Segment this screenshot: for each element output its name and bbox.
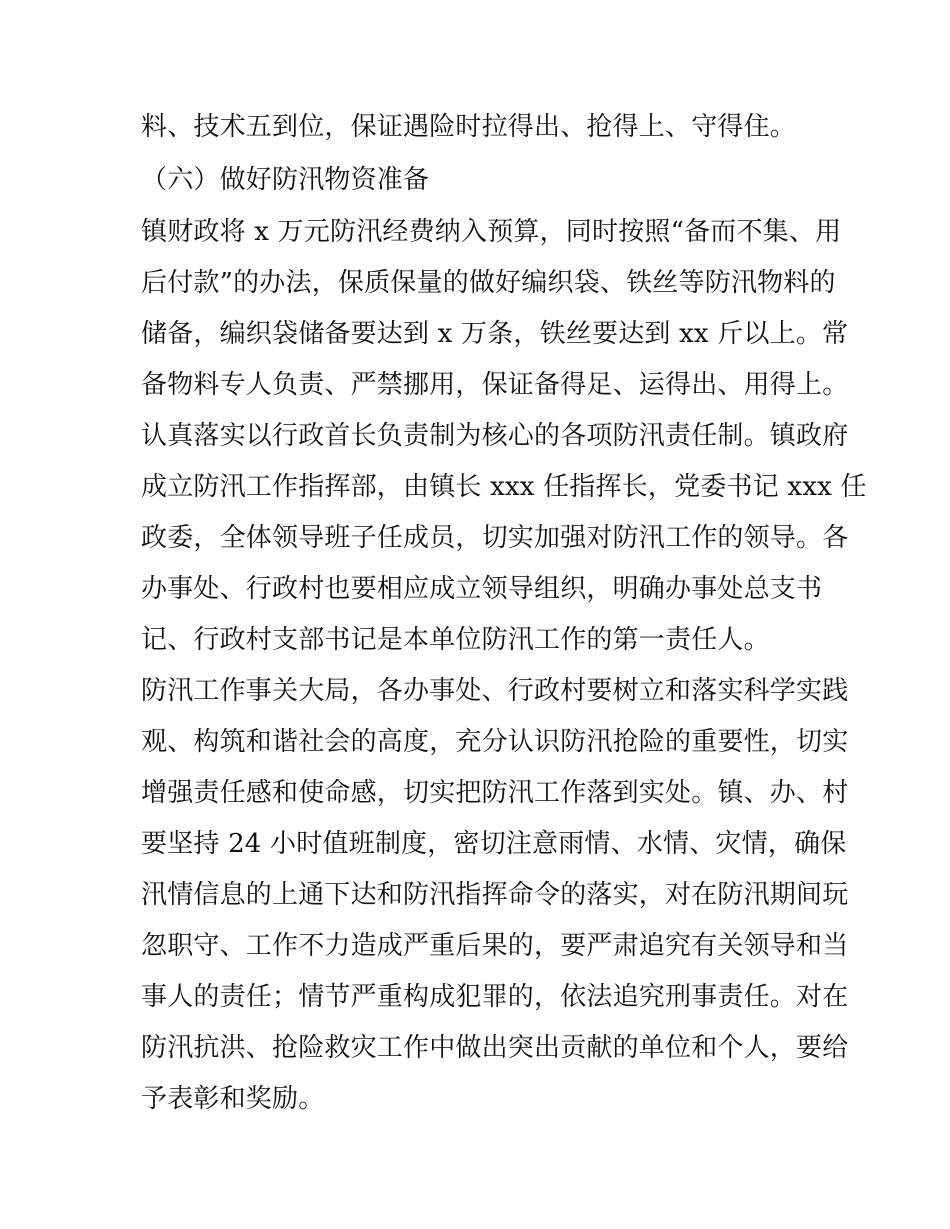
text-line: 汛情信息的上通下达和防汛指挥命令的落实，对在防汛期间玩 [141, 880, 849, 910]
text-line: 增强责任感和使命感，切实把防汛工作落到实处。镇、办、村 [141, 778, 849, 808]
text-line: 认真落实以行政首长负责制为核心的各项防汛责任制。镇政府 [141, 421, 849, 451]
text-line: 成立防汛工作指挥部，由镇长 xxx 任指挥长，党委书记 xxx 任 [141, 472, 867, 502]
text-line: 储备，编织袋储备要达到 x 万条，铁丝要达到 xx 斤以上。常 [141, 319, 849, 349]
text-line: 料、技术五到位，保证遇险时拉得出、抢得上、守得住。 [141, 112, 797, 142]
text-line: 予表彰和奖励。 [141, 1084, 325, 1114]
text-line: 办事处、行政村也要相应成立领导组织，明确办事处总支书 [141, 574, 823, 604]
text-line: 记、行政村支部书记是本单位防汛工作的第一责任人。 [141, 625, 770, 655]
text-line: 备物料专人负责、严禁挪用，保证备得足、运得出、用得上。 [141, 370, 849, 400]
text-line: 防汛工作事关大局，各办事处、行政村要树立和落实科学实践 [141, 676, 849, 706]
text-line: 防汛抗洪、抢险救灾工作中做出突出贡献的单位和个人，要给 [141, 1033, 849, 1063]
text-line: 事人的责任；情节严重构成犯罪的，依法追究刑事责任。对在 [141, 982, 849, 1012]
text-line: 镇财政将 x 万元防汛经费纳入预算，同时按照“备而不集、用 [141, 217, 842, 247]
section-heading: （六）做好防汛物资准备 [141, 165, 430, 195]
text-line: 要坚持 24 小时值班制度，密切注意雨情、水情、灾情，确保 [141, 829, 847, 859]
text-line: 政委，全体领导班子任成员，切实加强对防汛工作的领导。各 [141, 523, 849, 553]
text-line: 观、构筑和谐社会的高度，充分认识防汛抢险的重要性，切实 [141, 727, 849, 757]
text-line: 忽职守、工作不力造成严重后果的，要严肃追究有关领导和当 [141, 931, 849, 961]
text-line: 后付款”的办法，保质保量的做好编织袋、铁丝等防汛物料的 [141, 268, 836, 298]
